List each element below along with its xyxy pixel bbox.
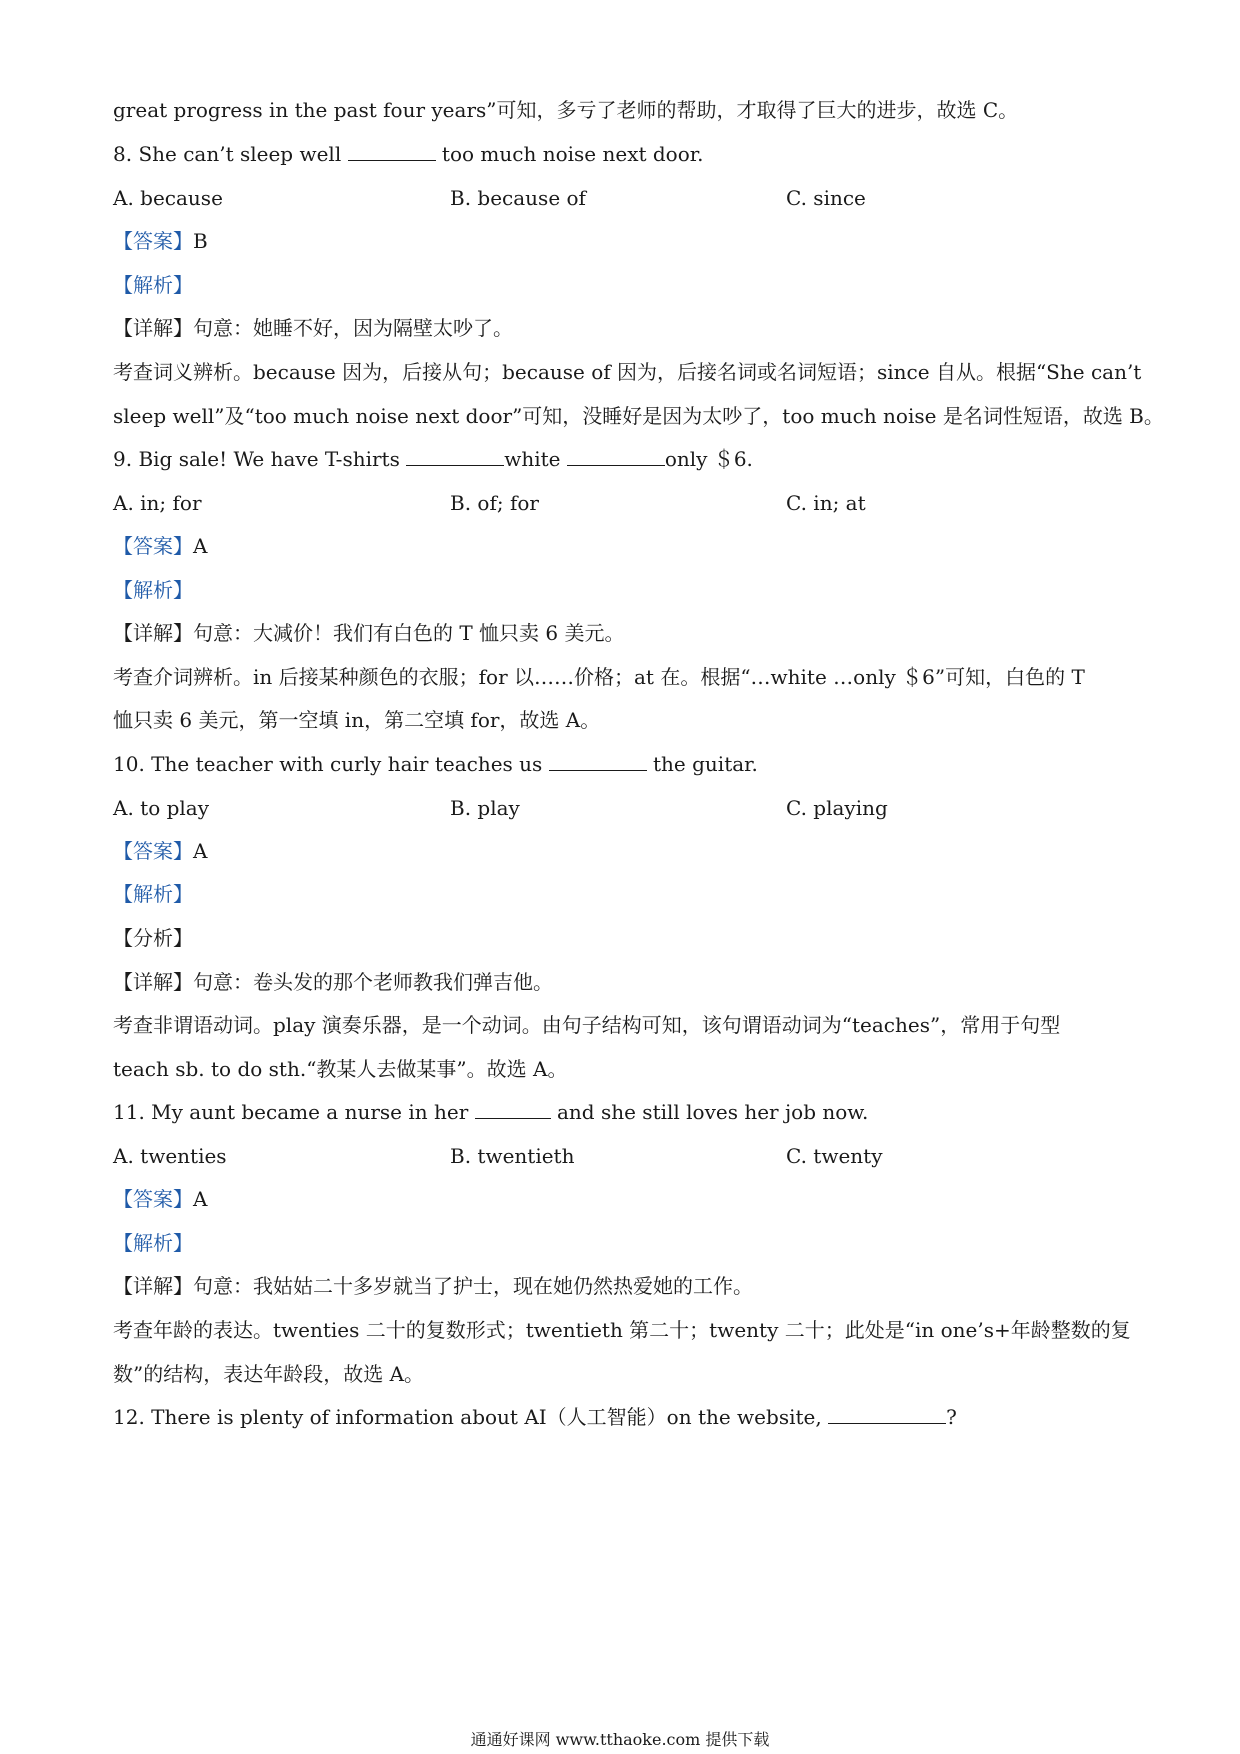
answer-value: A — [193, 534, 208, 558]
q8-stem-post: too much noise next door. — [435, 142, 704, 166]
q10-answer — [113, 837, 207, 865]
q10-detail: 【详解】句意：卷头发的那个老师教我们弹吉他。 — [113, 970, 553, 994]
q8-option-b: B. because of — [450, 186, 586, 210]
q10-stem-post: the guitar. — [646, 752, 758, 776]
q8-detail: 【详解】句意：她睡不好，因为隔壁太吵了。 — [113, 316, 513, 340]
question-11-stem — [113, 1098, 868, 1126]
q11-explain-1: 考查年龄的表达。twenties 二十的复数形式；twentieth 第二十；twenty 二十；此处是“in one’s+年龄整数的复 — [113, 1318, 1131, 1342]
question-12-stem — [113, 1403, 957, 1431]
intro-line: great progress in the past four years”可知，多亏了老师的帮助，才取得了巨大的进步，故选 C。 — [113, 98, 1019, 122]
q9-blank-1 — [406, 445, 504, 466]
q10-blank — [549, 750, 647, 771]
q9-stem-a: 9. Big sale! We have T-shirts — [113, 447, 407, 471]
q10-explain-1: 考查非谓语动词。play 演奏乐器，是一个动词。由句子结构可知，该句谓语动词为“teaches”，常用于句型 — [113, 1013, 1061, 1037]
q8-option-c: C. since — [786, 186, 866, 210]
question-9-stem — [113, 445, 753, 473]
q9-option-b: B. of; for — [450, 491, 539, 515]
q9-stem-b: white — [504, 447, 567, 471]
q10-extra-label: 【分析】 — [113, 926, 193, 950]
q12-stem-pre: 12. There is plenty of information about AI（人工智能）on the website, — [113, 1405, 829, 1429]
q10-explain-2: teach sb. to do sth.“教某人去做某事”。故选 A。 — [113, 1057, 568, 1081]
q8-option-a: A. because — [113, 186, 223, 210]
answer-label: 【答案】 — [113, 1187, 193, 1211]
q10-stem-pre: 10. The teacher with curly hair teaches us — [113, 752, 549, 776]
q11-detail: 【详解】句意：我姑姑二十多岁就当了护士，现在她仍然热爱她的工作。 — [113, 1274, 753, 1298]
answer-value: B — [193, 229, 208, 253]
q9-blank-2 — [567, 445, 665, 466]
q11-explain-2: 数”的结构，表达年龄段，故选 A。 — [113, 1362, 425, 1386]
answer-label: 【答案】 — [113, 229, 193, 253]
q9-explain-2: 恤只卖 6 美元，第一空填 in，第二空填 for，故选 A。 — [113, 708, 601, 732]
q9-explain-1: 考查介词辨析。in 后接某种颜色的衣服；for 以……价格；at 在。根据“…white …only ＄6”可知，白色的 T — [113, 665, 1085, 689]
q12-blank — [828, 1403, 946, 1424]
q9-stem-c: only ＄6. — [664, 447, 753, 471]
q8-explain-2: sleep well”及“too much noise next door”可知，没睡好是因为太吵了，too much noise 是名词性短语，故选 B。 — [113, 404, 1164, 428]
q10-analysis-label: 【解析】 — [113, 882, 193, 906]
q11-stem-pre: 11. My aunt became a nurse in her — [113, 1100, 475, 1124]
q8-blank — [348, 140, 436, 161]
q11-option-c: C. twenty — [786, 1144, 883, 1168]
answer-value: A — [193, 1187, 208, 1211]
q11-option-b: B. twentieth — [450, 1144, 575, 1168]
q11-stem-post: and she still loves her job now. — [550, 1100, 869, 1124]
answer-label: 【答案】 — [113, 839, 193, 863]
question-8-stem — [113, 140, 703, 168]
q11-analysis-label: 【解析】 — [113, 1231, 193, 1255]
q9-answer — [113, 532, 207, 560]
q8-stem-pre: 8. She can’t sleep well — [113, 142, 348, 166]
q8-answer — [113, 227, 208, 255]
q9-option-a: A. in; for — [113, 491, 202, 515]
answer-label: 【答案】 — [113, 534, 193, 558]
q8-analysis-label: 【解析】 — [113, 273, 193, 297]
question-10-stem — [113, 750, 758, 778]
q9-option-c: C. in; at — [786, 491, 866, 515]
q8-explain-1: 考查词义辨析。because 因为，后接从句；because of 因为，后接名词或名词短语；since 自从。根据“She can’t — [113, 360, 1142, 384]
q10-option-b: B. play — [450, 796, 520, 820]
page-footer: 通通好课网 www.tthaoke.com 提供下载 — [470, 1730, 770, 1749]
q11-blank — [475, 1098, 551, 1119]
q10-option-c: C. playing — [786, 796, 888, 820]
q12-stem-post: ? — [946, 1405, 957, 1429]
q9-detail: 【详解】句意：大减价！我们有白色的 T 恤只卖 6 美元。 — [113, 621, 625, 645]
answer-value: A — [193, 839, 208, 863]
q11-option-a: A. twenties — [113, 1144, 227, 1168]
q9-analysis-label: 【解析】 — [113, 578, 193, 602]
q10-option-a: A. to play — [113, 796, 210, 820]
q11-answer — [113, 1185, 207, 1213]
